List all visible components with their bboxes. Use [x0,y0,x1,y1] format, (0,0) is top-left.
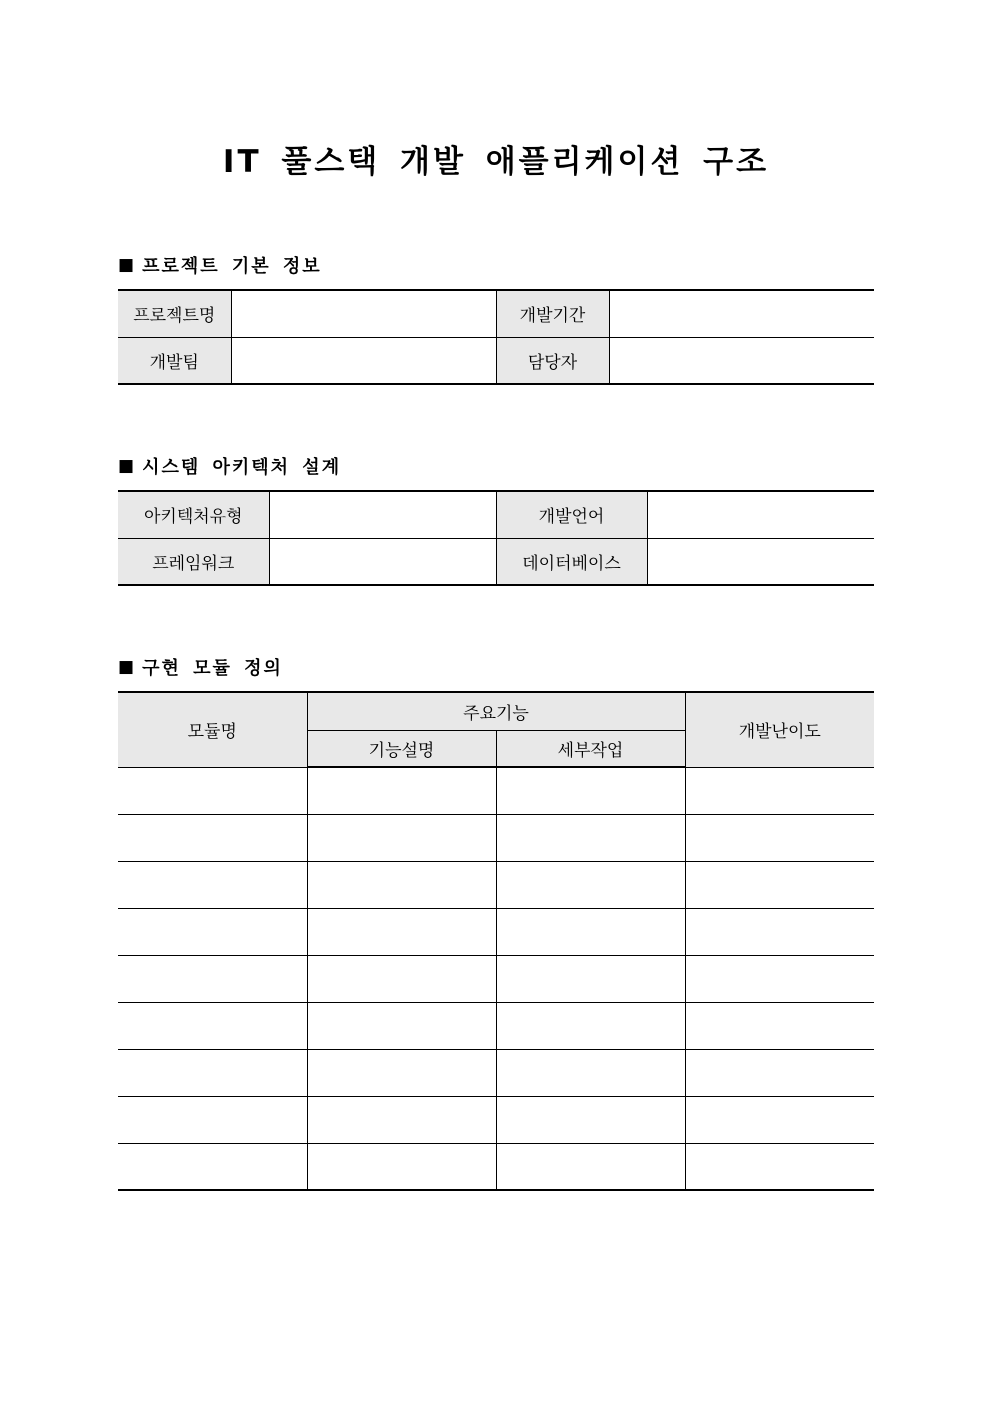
label-dev-language: 개발언어 [496,491,647,538]
dev-team-field[interactable] [231,337,496,384]
difficulty-cell[interactable] [685,955,874,1002]
detail-task-cell[interactable] [496,1002,685,1049]
table-row [118,861,874,908]
page-title: IT 풀스택 개발 애플리케이션 구조 [222,144,770,180]
function-desc-cell[interactable] [307,861,496,908]
label-project-name: 프로젝트명 [118,290,231,337]
header-detail-task: 세부작업 [496,730,685,767]
module-name-cell[interactable] [118,861,307,908]
label-database: 데이터베이스 [496,538,647,585]
modules-table [118,691,874,1191]
square-bullet-icon: ■ [118,255,135,275]
section-heading-project [118,252,322,278]
manager-field[interactable] [609,337,874,384]
section-title: 프로젝트 기본 정보 [142,256,322,277]
table-row [118,1002,874,1049]
function-desc-cell[interactable] [307,908,496,955]
function-desc-cell[interactable] [307,1096,496,1143]
module-name-cell[interactable] [118,767,307,814]
detail-task-cell[interactable] [496,908,685,955]
function-desc-cell[interactable] [307,955,496,1002]
module-name-cell[interactable] [118,955,307,1002]
project-name-field[interactable] [231,290,496,337]
module-name-cell[interactable] [118,1143,307,1190]
module-name-cell[interactable] [118,1049,307,1096]
header-function-desc: 기능설명 [307,730,496,767]
function-desc-cell[interactable] [307,1049,496,1096]
detail-task-cell[interactable] [496,1096,685,1143]
function-desc-cell[interactable] [307,767,496,814]
function-desc-cell[interactable] [307,1143,496,1190]
detail-task-cell[interactable] [496,767,685,814]
framework-field[interactable] [269,538,496,585]
header-difficulty: 개발난이도 [685,692,874,767]
table-row [118,1096,874,1143]
label-framework: 프레임워크 [118,538,269,585]
difficulty-cell[interactable] [685,814,874,861]
detail-task-cell[interactable] [496,955,685,1002]
section-title: 시스템 아키텍처 설계 [142,457,342,478]
header-module-name: 모듈명 [118,692,307,767]
table-row [118,814,874,861]
difficulty-cell[interactable] [685,1143,874,1190]
label-dev-team: 개발팀 [118,337,231,384]
table-row [118,1049,874,1096]
dev-period-field[interactable] [609,290,874,337]
module-name-cell[interactable] [118,1002,307,1049]
detail-task-cell[interactable] [496,861,685,908]
label-manager: 담당자 [496,337,609,384]
function-desc-cell[interactable] [307,1002,496,1049]
architecture-table [118,490,874,586]
project-info-table [118,289,874,385]
detail-task-cell[interactable] [496,814,685,861]
table-row [118,955,874,1002]
section-heading-modules [118,654,283,680]
difficulty-cell[interactable] [685,1049,874,1096]
module-name-cell[interactable] [118,1096,307,1143]
detail-task-cell[interactable] [496,1143,685,1190]
table-row [118,908,874,955]
label-dev-period: 개발기간 [496,290,609,337]
difficulty-cell[interactable] [685,1002,874,1049]
table-row [118,1143,874,1190]
module-name-cell[interactable] [118,814,307,861]
square-bullet-icon: ■ [118,456,135,476]
difficulty-cell[interactable] [685,861,874,908]
difficulty-cell[interactable] [685,767,874,814]
difficulty-cell[interactable] [685,908,874,955]
architecture-type-field[interactable] [269,491,496,538]
table-row [118,767,874,814]
module-name-cell[interactable] [118,908,307,955]
label-architecture-type: 아키텍처유형 [118,491,269,538]
header-main-function: 주요기능 [307,692,685,730]
detail-task-cell[interactable] [496,1049,685,1096]
section-title: 구현 모듈 정의 [142,658,283,679]
section-heading-architecture [118,453,341,479]
function-desc-cell[interactable] [307,814,496,861]
dev-language-field[interactable] [647,491,874,538]
difficulty-cell[interactable] [685,1096,874,1143]
square-bullet-icon: ■ [118,657,135,677]
database-field[interactable] [647,538,874,585]
